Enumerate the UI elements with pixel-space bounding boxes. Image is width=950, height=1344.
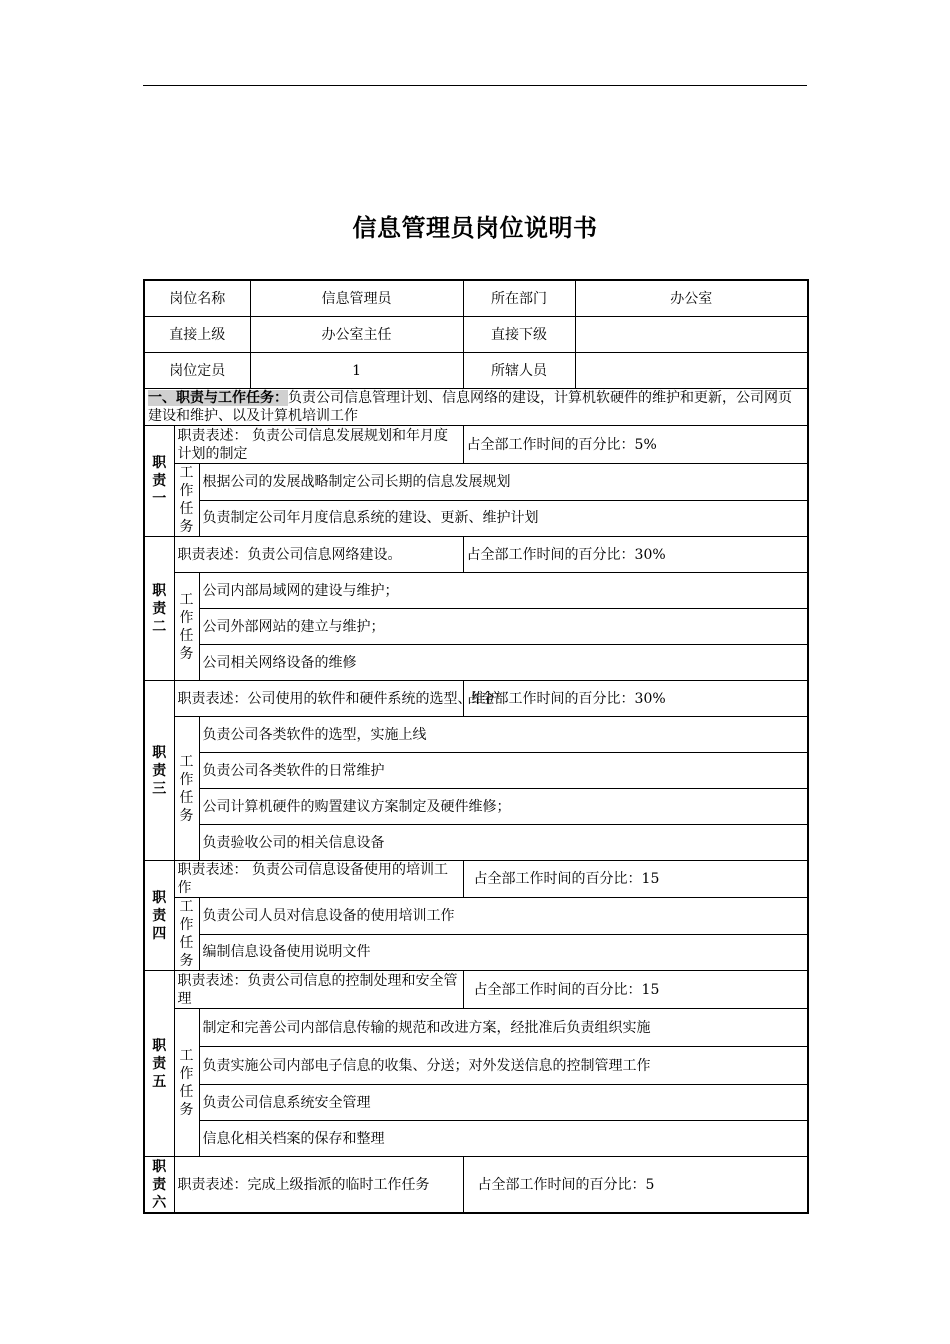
basic-info-row xyxy=(144,353,808,389)
task-item: 公司外部网站的建立与维护； xyxy=(199,609,808,645)
duty-row xyxy=(144,1157,808,1214)
basic-info-row xyxy=(144,280,808,317)
task-row xyxy=(144,1009,808,1047)
task-row xyxy=(144,1085,808,1121)
task-item: 负责制定公司年月度信息系统的建设、更新、维护计划 xyxy=(199,500,808,537)
task-label: 工作任务 xyxy=(174,464,199,537)
duty-label: 职责一 xyxy=(144,426,174,537)
task-item: 负责公司人员对信息设备的使用培训工作 xyxy=(199,898,808,935)
duty-row xyxy=(144,426,808,464)
duty-label: 职责二 xyxy=(144,537,174,681)
task-row xyxy=(144,464,808,501)
duty-row xyxy=(144,861,808,898)
task-item: 制定和完善公司内部信息传输的规范和改进方案，经批准后负责组织实施 xyxy=(199,1009,808,1047)
task-row xyxy=(144,898,808,935)
section-heading-row xyxy=(144,389,808,426)
basic-info-row xyxy=(144,317,808,353)
duty-description: 职责表述： 负责公司信息设备使用的培训工作 xyxy=(174,861,463,898)
department-label: 所在部门 xyxy=(463,280,575,317)
duty-label: 职责四 xyxy=(144,861,174,971)
section-heading xyxy=(144,389,808,426)
task-item: 负责公司各类软件的日常维护 xyxy=(199,753,808,789)
position-name-value: 信息管理员 xyxy=(250,280,463,317)
task-label: 工作任务 xyxy=(174,717,199,861)
task-row xyxy=(144,934,808,971)
task-item: 编制信息设备使用说明文件 xyxy=(199,934,808,971)
task-label: 工作任务 xyxy=(174,898,199,971)
task-item: 公司内部局域网的建设与维护； xyxy=(199,573,808,609)
task-row xyxy=(144,1047,808,1085)
document-title: 信息管理员岗位说明书 xyxy=(352,214,598,242)
duty-label: 职责三 xyxy=(144,681,174,861)
duty-description: 职责表述：公司使用的软件和硬件系统的选型、维护 xyxy=(174,681,463,717)
duty-percent: 占全部工作时间的百分比：30% xyxy=(463,537,808,573)
duty-label: 职责五 xyxy=(144,971,174,1157)
subordinate-label: 直接下级 xyxy=(463,317,575,353)
task-row xyxy=(144,500,808,537)
task-row xyxy=(144,645,808,681)
task-item: 公司相关网络设备的维修 xyxy=(199,645,808,681)
header-rule xyxy=(143,85,807,86)
duty-percent: 占全部工作时间的百分比：5% xyxy=(463,426,808,464)
superior-value: 办公室主任 xyxy=(250,317,463,353)
task-item: 负责公司信息系统安全管理 xyxy=(199,1085,808,1121)
job-description-table xyxy=(143,279,809,1214)
task-label: 工作任务 xyxy=(174,1009,199,1157)
task-item: 负责公司各类软件的选型，实施上线 xyxy=(199,717,808,753)
task-item: 负责实施公司内部电子信息的收集、分送；对外发送信息的控制管理工作 xyxy=(199,1047,808,1085)
duty-description: 职责表述：完成上级指派的临时工作任务 xyxy=(174,1157,463,1214)
task-item: 负责验收公司的相关信息设备 xyxy=(199,825,808,861)
duty-row xyxy=(144,537,808,573)
managed-value xyxy=(575,353,808,389)
duty-percent: 占全部工作时间的百分比：5 xyxy=(463,1157,808,1214)
duty-label: 职责六 xyxy=(144,1157,174,1214)
headcount-label: 岗位定员 xyxy=(144,353,250,389)
task-row xyxy=(144,609,808,645)
task-item: 公司计算机硬件的购置建议方案制定及硬件维修； xyxy=(199,789,808,825)
superior-label: 直接上级 xyxy=(144,317,250,353)
headcount-value: 1 xyxy=(250,353,463,389)
task-row xyxy=(144,717,808,753)
duty-row xyxy=(144,681,808,717)
task-item: 根据公司的发展战略制定公司长期的信息发展规划 xyxy=(199,464,808,501)
duty-description: 职责表述：负责公司信息网络建设。 xyxy=(174,537,463,573)
section-summary: 负责公司信息管理计划、信息网络的建设，计算机软硬件的维护和更新，公司网页建设和维护、以及计算机培训工作 xyxy=(148,390,792,424)
duty-percent: 占全部工作时间的百分比：15 xyxy=(463,971,808,1009)
duty-row xyxy=(144,971,808,1009)
section-heading-title: 一、职责与工作任务： xyxy=(148,390,288,406)
department-value: 办公室 xyxy=(575,280,808,317)
task-row xyxy=(144,1121,808,1157)
managed-label: 所辖人员 xyxy=(463,353,575,389)
duty-description: 职责表述： 负责公司信息发展规划和年月度计划的制定 xyxy=(174,426,463,464)
task-row xyxy=(144,573,808,609)
duty-percent: 占全部工作时间的百分比：30% xyxy=(463,681,808,717)
task-row xyxy=(144,825,808,861)
task-label: 工作任务 xyxy=(174,573,199,681)
task-row xyxy=(144,753,808,789)
position-name-label: 岗位名称 xyxy=(144,280,250,317)
subordinate-value xyxy=(575,317,808,353)
task-item: 信息化相关档案的保存和整理 xyxy=(199,1121,808,1157)
duty-description: 职责表述：负责公司信息的控制处理和安全管理 xyxy=(174,971,463,1009)
duty-percent: 占全部工作时间的百分比：15 xyxy=(463,861,808,898)
task-row xyxy=(144,789,808,825)
